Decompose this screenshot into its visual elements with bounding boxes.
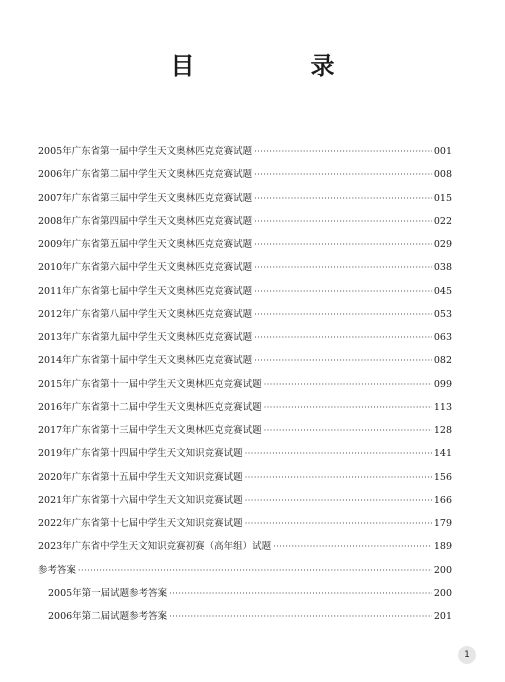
toc-entry-title: 2005年广东省第一届中学生天文奥林匹克竞赛试题 <box>38 146 253 157</box>
toc-entry[interactable] <box>38 373 452 396</box>
toc-leader-dots <box>254 349 432 372</box>
toc-entry-page: 045 <box>433 285 452 297</box>
toc-entry[interactable] <box>38 140 452 163</box>
toc-leader-dots <box>254 280 432 303</box>
toc-entry-title: 2012年广东省第八届中学生天文奥林匹克竞赛试题 <box>38 308 253 320</box>
toc-leader-dots <box>254 187 432 210</box>
toc-leader-dots <box>264 373 432 396</box>
toc-leader-dots <box>254 303 432 326</box>
toc-entry-title: 2019年广东省第十四届中学生天文知识竞赛试题 <box>38 448 243 460</box>
toc-entry-title: 2013年广东省第九届中学生天文奥林匹克竞赛试题 <box>38 332 253 343</box>
toc-entry-title: 2022年广东省第十七届中学生天文知识竞赛试题 <box>38 518 243 529</box>
toc-entry[interactable] <box>38 210 452 233</box>
toc-entry[interactable] <box>38 326 452 349</box>
toc-leader-dots <box>245 442 432 465</box>
toc-leader-dots <box>254 233 432 256</box>
toc-entry-page: 113 <box>433 401 452 413</box>
toc-entry-page: 200 <box>433 564 452 576</box>
toc-entry-title: 2009年广东省第五届中学生天文奥林匹克竞赛试题 <box>38 239 253 250</box>
toc-leader-dots <box>254 140 432 163</box>
toc-entry[interactable] <box>38 187 452 210</box>
toc-entry-page: 029 <box>433 239 452 250</box>
toc-entry-title: 2006年广东省第二届中学生天文奥林匹克竞赛试题 <box>38 169 253 181</box>
toc-sub-entry[interactable] <box>38 605 452 628</box>
toc-entry-title: 2016年广东省第十二届中学生天文奥林匹克竞赛试题 <box>38 401 262 413</box>
toc-entry-title: 参考答案 <box>38 564 77 576</box>
toc-sub-entry-page: 200 <box>433 587 452 599</box>
page-title: 目 录 <box>170 52 381 80</box>
toc-leader-dots <box>245 489 432 512</box>
toc-leader-dots <box>254 163 432 186</box>
toc-leader-dots <box>264 419 432 442</box>
toc-entry-page: 038 <box>433 262 452 274</box>
toc-entry[interactable] <box>38 512 452 535</box>
toc-entry[interactable] <box>38 535 452 558</box>
toc-entry[interactable] <box>38 466 452 489</box>
toc-entry-title: 2021年广东省第十六届中学生天文知识竞赛试题 <box>38 494 243 506</box>
toc-entry-title: 2020年广东省第十五届中学生天文知识竞赛试题 <box>38 471 243 483</box>
toc-entry[interactable] <box>38 280 452 303</box>
toc-entry[interactable] <box>38 233 452 256</box>
toc-leader-dots <box>273 535 432 558</box>
toc-entry-page: 128 <box>433 425 452 436</box>
toc-leader-dots <box>264 396 432 419</box>
toc-leader-dots <box>254 256 432 279</box>
toc-entry-title: 2017年广东省第十三届中学生天文奥林匹克竞赛试题 <box>38 425 262 436</box>
toc-entry-title: 2015年广东省第十一届中学生天文奥林匹克竞赛试题 <box>38 378 262 390</box>
toc-leader-dots <box>78 559 432 582</box>
toc-entry[interactable] <box>38 442 452 465</box>
toc-entry[interactable] <box>38 303 452 326</box>
toc-sub-entry[interactable] <box>38 582 452 605</box>
toc-entry-page: 166 <box>433 494 452 506</box>
toc-entry-page: 141 <box>433 448 452 460</box>
toc-sub-entry-title: 2005年第一届试题参考答案 <box>48 587 168 599</box>
toc-entry-title: 2023年广东省中学生天文知识竞赛初赛（高年组）试题 <box>38 541 272 553</box>
toc-leader-dots <box>254 210 432 233</box>
toc-leader-dots <box>169 582 432 605</box>
toc-entry-page: 156 <box>433 471 452 483</box>
toc-leader-dots <box>169 605 432 628</box>
toc-entry[interactable] <box>38 489 452 512</box>
toc-entry-page: 008 <box>433 169 452 181</box>
toc-entry-title: 2014年广东省第十届中学生天文奥林匹克竞赛试题 <box>38 355 253 367</box>
page-number-badge: 1 <box>458 646 476 664</box>
toc-entry-page: 063 <box>433 332 452 343</box>
toc-entry-title: 2008年广东省第四届中学生天文奥林匹克竞赛试题 <box>38 215 253 227</box>
toc-entry[interactable] <box>38 396 452 419</box>
toc-entry-page: 015 <box>433 192 452 204</box>
toc-entry-page: 189 <box>433 541 452 553</box>
toc-entry-title: 2007年广东省第三届中学生天文奥林匹克竞赛试题 <box>38 192 253 204</box>
toc-entry[interactable] <box>38 256 452 279</box>
toc-entry-page: 022 <box>433 215 452 227</box>
toc-entry[interactable] <box>38 419 452 442</box>
toc-leader-dots <box>254 326 432 349</box>
toc-entry[interactable] <box>38 349 452 372</box>
table-of-contents <box>38 140 452 628</box>
toc-entry-page: 053 <box>433 308 452 320</box>
toc-entry-title: 2011年广东省第七届中学生天文奥林匹克竞赛试题 <box>38 285 253 297</box>
toc-entry-answers[interactable] <box>38 559 452 582</box>
toc-entry-page: 082 <box>433 355 452 367</box>
toc-leader-dots <box>245 512 432 535</box>
toc-entry-page: 001 <box>433 146 452 157</box>
toc-leader-dots <box>245 466 432 489</box>
toc-entry-page: 099 <box>433 378 452 390</box>
toc-entry-title: 2010年广东省第六届中学生天文奥林匹克竞赛试题 <box>38 262 253 274</box>
toc-entry-page: 179 <box>433 518 452 529</box>
toc-entry[interactable] <box>38 163 452 186</box>
toc-sub-entry-page: 201 <box>433 611 452 622</box>
toc-sub-entry-title: 2006年第二届试题参考答案 <box>48 611 168 622</box>
